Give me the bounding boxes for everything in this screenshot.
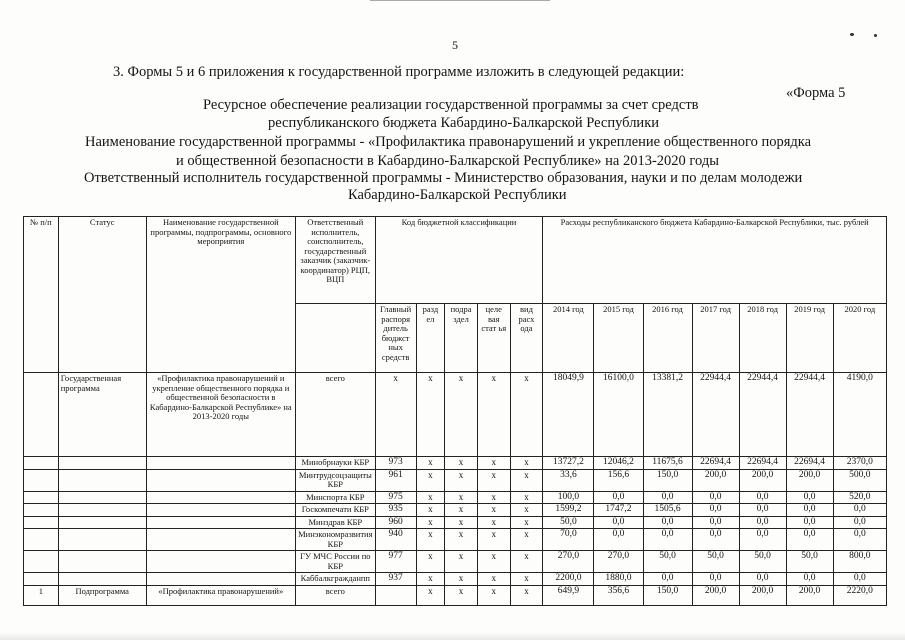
cell-code: x <box>510 529 543 551</box>
cell-code: x <box>445 469 478 491</box>
cell-value: 22944,4 <box>739 373 786 457</box>
cell-value: 156,6 <box>594 469 643 491</box>
cell-code: x <box>510 491 543 504</box>
cell-code: x <box>445 551 478 573</box>
resource-table <box>23 216 887 606</box>
cell-code: x <box>477 504 510 517</box>
cell-status <box>58 516 146 529</box>
cell-code: 977 <box>375 551 416 573</box>
cell-code: 960 <box>375 516 416 529</box>
cell-value: 200,0 <box>739 585 786 605</box>
cell-code: x <box>445 529 478 551</box>
cell-num <box>24 373 59 457</box>
cell-code: x <box>375 373 416 457</box>
cell-value: 18049,9 <box>543 373 594 457</box>
cell-status <box>58 469 146 491</box>
cell-value: 200,0 <box>786 585 833 605</box>
cell-code: 935 <box>375 504 416 517</box>
cell-value: 0,0 <box>739 516 786 529</box>
cell-code: 961 <box>375 469 416 491</box>
cell-value: 0,0 <box>739 529 786 551</box>
cell-value: 0,0 <box>692 516 739 529</box>
cell-name <box>146 529 295 551</box>
cell-value: 0,0 <box>594 516 643 529</box>
cell-value: 0,0 <box>643 573 692 586</box>
cell-code: x <box>477 551 510 573</box>
cell-code: x <box>477 573 510 586</box>
cell-executor: всего <box>295 585 375 605</box>
cell-value: 270,0 <box>543 551 594 573</box>
cell-status <box>58 491 146 504</box>
cell-executor: всего <box>295 373 375 457</box>
cell-num: 1 <box>24 585 59 605</box>
cell-value: 0,0 <box>833 516 886 529</box>
cell-value: 13381,2 <box>643 373 692 457</box>
cell-code: x <box>510 551 543 573</box>
cell-code: x <box>416 551 445 573</box>
cell-code: x <box>510 469 543 491</box>
cell-value: 22694,4 <box>692 457 739 470</box>
header-year: 2019 год <box>786 304 833 373</box>
cell-code: x <box>477 516 510 529</box>
executor-row <box>24 551 887 573</box>
title-line: Кабардино-Балкарской Республики <box>348 187 567 203</box>
cell-value: 1599,2 <box>543 504 594 517</box>
cell-num <box>24 457 59 470</box>
cell-code: x <box>416 469 445 491</box>
cell-code: x <box>416 529 445 551</box>
cell-code: x <box>445 585 478 605</box>
header-num: № п/п <box>24 217 59 373</box>
cell-code: x <box>477 373 510 457</box>
cell-value: 2200,0 <box>543 573 594 586</box>
cell-value: 0,0 <box>786 491 833 504</box>
cell-value: 22944,4 <box>786 373 833 457</box>
cell-code: x <box>416 373 445 457</box>
cell-value: 2220,0 <box>833 585 886 605</box>
top-edge-mark <box>370 0 550 5</box>
cell-name: «Профилактика правонарушений» <box>146 585 295 605</box>
cell-code: x <box>510 516 543 529</box>
cell-value: 520,0 <box>833 491 886 504</box>
cell-value: 1880,0 <box>594 573 643 586</box>
cell-code: x <box>477 585 510 605</box>
cell-executor: Каббалкгражданпп <box>295 573 375 586</box>
header-subcode: Главный распоря дитель бюджст ных средств <box>375 304 416 373</box>
header-subcode: целе вая стат ья <box>477 304 510 373</box>
cell-value: 0,0 <box>739 573 786 586</box>
cell-num <box>24 516 59 529</box>
cell-num <box>24 573 59 586</box>
cell-value: 150,0 <box>643 469 692 491</box>
executor-row <box>24 491 887 504</box>
cell-code: x <box>477 491 510 504</box>
cell-value: 50,0 <box>543 516 594 529</box>
cell-value: 200,0 <box>692 469 739 491</box>
cell-value: 16100,0 <box>594 373 643 457</box>
cell-value: 0,0 <box>786 516 833 529</box>
form-label: «Форма 5 <box>786 85 846 101</box>
cell-code: x <box>445 504 478 517</box>
subprogram-row <box>24 585 887 605</box>
cell-value: 800,0 <box>833 551 886 573</box>
cell-code: x <box>477 469 510 491</box>
cell-name <box>146 457 295 470</box>
cell-value: 0,0 <box>739 491 786 504</box>
cell-num <box>24 529 59 551</box>
cell-value: 356,6 <box>594 585 643 605</box>
cell-value: 500,0 <box>833 469 886 491</box>
cell-value: 0,0 <box>643 516 692 529</box>
scan-smudge <box>874 34 877 37</box>
cell-value: 0,0 <box>594 529 643 551</box>
cell-name <box>146 573 295 586</box>
cell-value: 0,0 <box>692 504 739 517</box>
cell-name <box>146 491 295 504</box>
header-subcode: разд ел <box>416 304 445 373</box>
cell-code: 937 <box>375 573 416 586</box>
cell-value: 200,0 <box>692 585 739 605</box>
header-year: 2020 год <box>833 304 886 373</box>
cell-code: x <box>416 457 445 470</box>
cell-value: 0,0 <box>833 529 886 551</box>
header-year: 2018 год <box>739 304 786 373</box>
cell-executor: Минтрудсоцзащиты КБР <box>295 469 375 491</box>
title-line: Ответственный исполнитель государственной программы - Министерство образования, науки и по делам молодежи <box>84 170 803 186</box>
cell-num <box>24 469 59 491</box>
cell-value: 200,0 <box>786 469 833 491</box>
cell-code: x <box>510 504 543 517</box>
executor-rows <box>24 457 887 586</box>
cell-code: 973 <box>375 457 416 470</box>
title-line: республиканского бюджета Кабардино-Балкарской Республики <box>268 115 659 131</box>
cell-value: 649,9 <box>543 585 594 605</box>
cell-num <box>24 491 59 504</box>
cell-value: 0,0 <box>643 491 692 504</box>
header-year: 2017 год <box>692 304 739 373</box>
cell-name <box>146 469 295 491</box>
cell-value: 0,0 <box>833 504 886 517</box>
cell-value: 100,0 <box>543 491 594 504</box>
cell-code: x <box>416 504 445 517</box>
header-year: 2014 год <box>543 304 594 373</box>
cell-name <box>146 504 295 517</box>
scan-smudge <box>850 33 854 36</box>
header-executor-sub <box>295 304 375 373</box>
cell-value: 50,0 <box>643 551 692 573</box>
cell-code: x <box>510 457 543 470</box>
cell-value: 11675,6 <box>643 457 692 470</box>
scan-bottom-edge <box>0 632 905 640</box>
cell-value: 150,0 <box>643 585 692 605</box>
cell-code: x <box>510 373 543 457</box>
cell-name <box>146 551 295 573</box>
cell-code <box>375 585 416 605</box>
cell-value: 50,0 <box>786 551 833 573</box>
executor-row <box>24 516 887 529</box>
cell-value: 13727,2 <box>543 457 594 470</box>
header-status: Статус <box>58 217 146 373</box>
cell-code: x <box>445 573 478 586</box>
cell-value: 270,0 <box>594 551 643 573</box>
cell-value: 0,0 <box>692 573 739 586</box>
cell-value: 2370,0 <box>833 457 886 470</box>
cell-value: 0,0 <box>594 491 643 504</box>
cell-num <box>24 504 59 517</box>
cell-code: 940 <box>375 529 416 551</box>
header-subcode: подра здел <box>445 304 478 373</box>
cell-code: x <box>416 585 445 605</box>
program-row <box>24 373 887 457</box>
page-number: 5 <box>452 38 458 52</box>
cell-code: x <box>445 491 478 504</box>
cell-executor: Минздрав КБР <box>295 516 375 529</box>
executor-row <box>24 529 887 551</box>
title-line: Ресурсное обеспечение реализации государственной программы за счет средств <box>203 97 699 113</box>
cell-value: 50,0 <box>692 551 739 573</box>
cell-num <box>24 551 59 573</box>
cell-value: 50,0 <box>739 551 786 573</box>
intro-paragraph: 3. Формы 5 и 6 приложения к государственной программе изложить в следующей редакции: <box>113 64 685 80</box>
cell-value: 1747,2 <box>594 504 643 517</box>
title-line: Наименование государственной программы - «Профилактика правонарушений и укрепление общественного порядка <box>85 134 812 150</box>
cell-value: 33,6 <box>543 469 594 491</box>
cell-value: 0,0 <box>692 491 739 504</box>
cell-name <box>146 516 295 529</box>
cell-executor: Минспорта КБР <box>295 491 375 504</box>
cell-code: x <box>416 573 445 586</box>
cell-status <box>58 529 146 551</box>
cell-value: 0,0 <box>786 504 833 517</box>
cell-code: x <box>510 573 543 586</box>
cell-value: 22694,4 <box>739 457 786 470</box>
header-expenses: Расходы республиканского бюджета Кабардино-Балкарской Республики, тыс. рублей <box>543 217 887 304</box>
cell-code: x <box>416 516 445 529</box>
cell-code: x <box>477 457 510 470</box>
header-subcode: вид расх ода <box>510 304 543 373</box>
cell-executor: ГУ МЧС России по КБР <box>295 551 375 573</box>
cell-status <box>58 504 146 517</box>
executor-row <box>24 469 887 491</box>
title-line: и общественной безопасности в Кабардино-Балкарской Республике» на 2013-2020 годы <box>176 153 719 169</box>
cell-value: 0,0 <box>643 529 692 551</box>
cell-value: 200,0 <box>739 469 786 491</box>
cell-status <box>58 457 146 470</box>
cell-executor: Минобрнауки КБР <box>295 457 375 470</box>
cell-value: 4190,0 <box>833 373 886 457</box>
cell-code: x <box>445 516 478 529</box>
executor-row <box>24 504 887 517</box>
cell-value: 0,0 <box>786 529 833 551</box>
header-executor: Ответственный исполнитель, соисполнитель, государственный заказчик (заказчик-координатор) РЦП, ВЦП <box>295 217 375 304</box>
cell-value: 22694,4 <box>786 457 833 470</box>
header-year: 2016 год <box>643 304 692 373</box>
cell-value: 0,0 <box>833 573 886 586</box>
header-year: 2015 год <box>594 304 643 373</box>
cell-code: x <box>445 457 478 470</box>
cell-code: 975 <box>375 491 416 504</box>
cell-executor: Госкомпечати КБР <box>295 504 375 517</box>
cell-status <box>58 573 146 586</box>
cell-value: 70,0 <box>543 529 594 551</box>
header-budget-code: Код бюджетной классификации <box>375 217 543 304</box>
cell-code: x <box>416 491 445 504</box>
cell-value: 12046,2 <box>594 457 643 470</box>
cell-status: Подпрограмма <box>58 585 146 605</box>
cell-value: 0,0 <box>786 573 833 586</box>
cell-code: x <box>477 529 510 551</box>
executor-row <box>24 457 887 470</box>
cell-value: 1505,6 <box>643 504 692 517</box>
cell-value: 0,0 <box>692 529 739 551</box>
cell-code: x <box>510 585 543 605</box>
cell-value: 22944,4 <box>692 373 739 457</box>
cell-code: x <box>445 373 478 457</box>
executor-row <box>24 573 887 586</box>
header-name: Наименование государственной программы, подпрограммы, основного мероприятия <box>146 217 295 373</box>
cell-value: 0,0 <box>739 504 786 517</box>
cell-status <box>58 551 146 573</box>
cell-name: «Профилактика правонарушений и укрепление общественного порядка и общественной безопасности в Кабардино-Балкарской Республике» на 2013-2020 годы <box>146 373 295 457</box>
cell-executor: Минэкономразвития КБР <box>295 529 375 551</box>
cell-status: Государственная программа <box>58 373 146 457</box>
